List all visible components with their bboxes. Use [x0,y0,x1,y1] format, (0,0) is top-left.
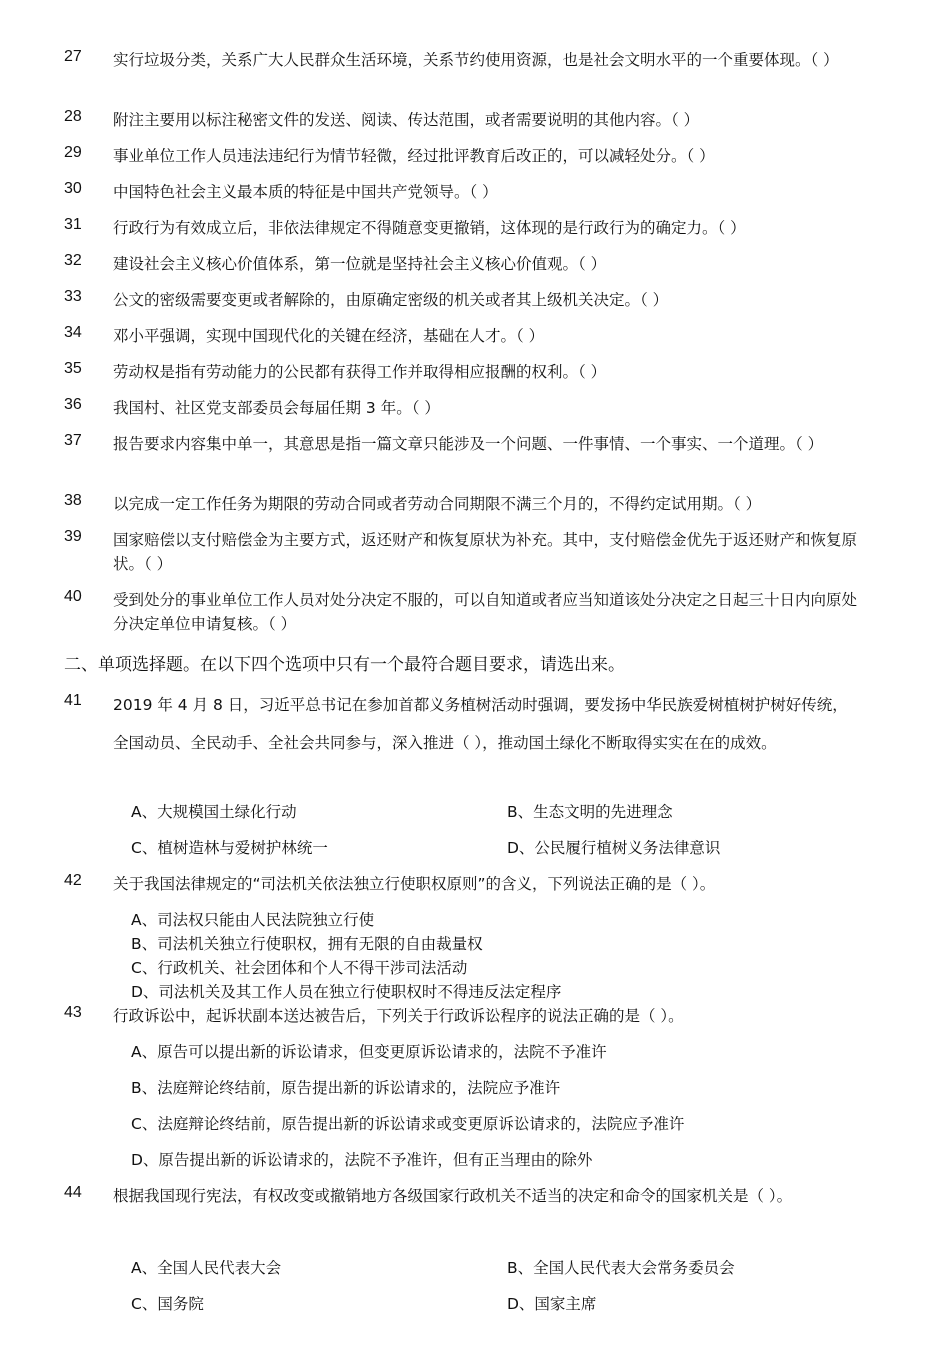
option-b[interactable]: B、全国人民代表大会常务委员会 [507,1259,735,1277]
question-text: 劳动权是指有劳动能力的公民都有获得工作并取得相应报酬的权利。（ ） [113,363,607,381]
question-number: 38 [64,492,82,509]
question-number: 33 [64,288,82,305]
question-number: 44 [64,1184,82,1201]
question-text: 我国村、社区党支部委员会每届任期 3 年。（ ） [113,399,440,417]
question-number: 32 [64,252,82,269]
question-number: 42 [64,872,82,889]
question-number: 27 [64,48,82,65]
section-title: 二、单项选择题。在以下四个选项中只有一个最符合题目要求，请选出来。 [64,655,625,675]
question-text: 附注主要用以标注秘密文件的发送、阅读、传达范围，或者需要说明的其他内容。（ ） [113,111,700,129]
question-text: 关于我国法律规定的“司法机关依法独立行使职权原则”的含义，下列说法正确的是（ ）。 [113,875,716,893]
question-text: 行政行为有效成立后，非依法律规定不得随意变更撤销，这体现的是行政行为的确定力。（ ） [113,219,746,237]
option-c[interactable]: C、行政机关、社会团体和个人不得干涉司法活动 [131,959,468,977]
question-number: 35 [64,360,82,377]
question-number: 37 [64,432,82,449]
question-number: 31 [64,216,82,233]
question-number: 34 [64,324,82,341]
option-b[interactable]: B、司法机关独立行使职权，拥有无限的自由裁量权 [131,935,483,953]
question-text: 邓小平强调，实现中国现代化的关键在经济，基础在人才。（ ） [113,327,545,345]
question-text: 公文的密级需要变更或者解除的，由原确定密级的机关或者其上级机关决定。（ ） [113,291,669,309]
option-b[interactable]: B、法庭辩论终结前，原告提出新的诉讼请求的，法院应予准许 [131,1079,561,1097]
question-number: 30 [64,180,82,197]
question-text: 实行垃圾分类，关系广大人民群众生活环境，关系节约使用资源，也是社会文明水平的一个重要体现。（ ） [113,51,839,69]
question-number: 41 [64,692,82,709]
option-d[interactable]: D、司法机关及其工作人员在独立行使职权时不得违反法定程序 [131,983,562,1001]
question-number: 39 [64,528,82,545]
option-a[interactable]: A、全国人民代表大会 [131,1259,282,1277]
question-number: 28 [64,108,82,125]
question-number: 43 [64,1004,82,1021]
question-number: 36 [64,396,82,413]
question-text: 以完成一定工作任务为期限的劳动合同或者劳动合同期限不满三个月的，不得约定试用期。（ ） [113,495,762,513]
option-c[interactable]: C、植树造林与爱树护林统一 [131,839,328,857]
option-a[interactable]: A、司法权只能由人民法院独立行使 [131,911,375,929]
option-d[interactable]: D、公民履行植树义务法律意识 [507,839,721,857]
option-c[interactable]: C、国务院 [131,1295,204,1313]
question-text: 中国特色社会主义最本质的特征是中国共产党领导。（ ） [113,183,498,201]
option-a[interactable]: A、大规模国土绿化行动 [131,803,297,821]
question-text: 2019 年 4 月 8 日，习近平总书记在参加首都义务植树活动时强调，要发扬中华民族爱树植树护树好传统，全国动员、全民动手、全社会共同参与，深入推进（ ），推动国土绿化不断取得实实在在的成效。 [113,696,848,752]
question-text: 行政诉讼中，起诉状副本送达被告后，下列关于行政诉讼程序的说法正确的是（ ）。 [113,1007,684,1025]
question-text: 国家赔偿以支付赔偿金为主要方式，返还财产和恢复原状为补充。其中，支付赔偿金优先于返还财产和恢复原状。（ ） [113,531,858,573]
option-c[interactable]: C、法庭辩论终结前，原告提出新的诉讼请求或变更原诉讼请求的，法院应予准许 [131,1115,685,1133]
question-number: 29 [64,144,82,161]
question-text: 受到处分的事业单位工作人员对处分决定不服的，可以自知道或者应当知道该处分决定之日起三十日内向原处分决定单位申请复核。（ ） [113,591,858,633]
question-text: 报告要求内容集中单一，其意思是指一篇文章只能涉及一个问题、一件事情、一个事实、一个道理。（ ） [113,435,824,453]
option-d[interactable]: D、国家主席 [507,1295,597,1313]
option-a[interactable]: A、原告可以提出新的诉讼请求，但变更原诉讼请求的，法院不予准许 [131,1043,607,1061]
question-number: 40 [64,588,82,605]
question-text: 根据我国现行宪法，有权改变或撤销地方各级国家行政机关不适当的决定和命令的国家机关是（ ）。 [113,1187,793,1205]
option-b[interactable]: B、生态文明的先进理念 [507,803,673,821]
question-text: 建设社会主义核心价值体系，第一位就是坚持社会主义核心价值观。（ ） [113,255,607,273]
question-text: 事业单位工作人员违法违纪行为情节轻微，经过批评教育后改正的，可以减轻处分。（ ） [113,147,715,165]
option-d[interactable]: D、原告提出新的诉讼请求的，法院不予准许，但有正当理由的除外 [131,1151,593,1169]
